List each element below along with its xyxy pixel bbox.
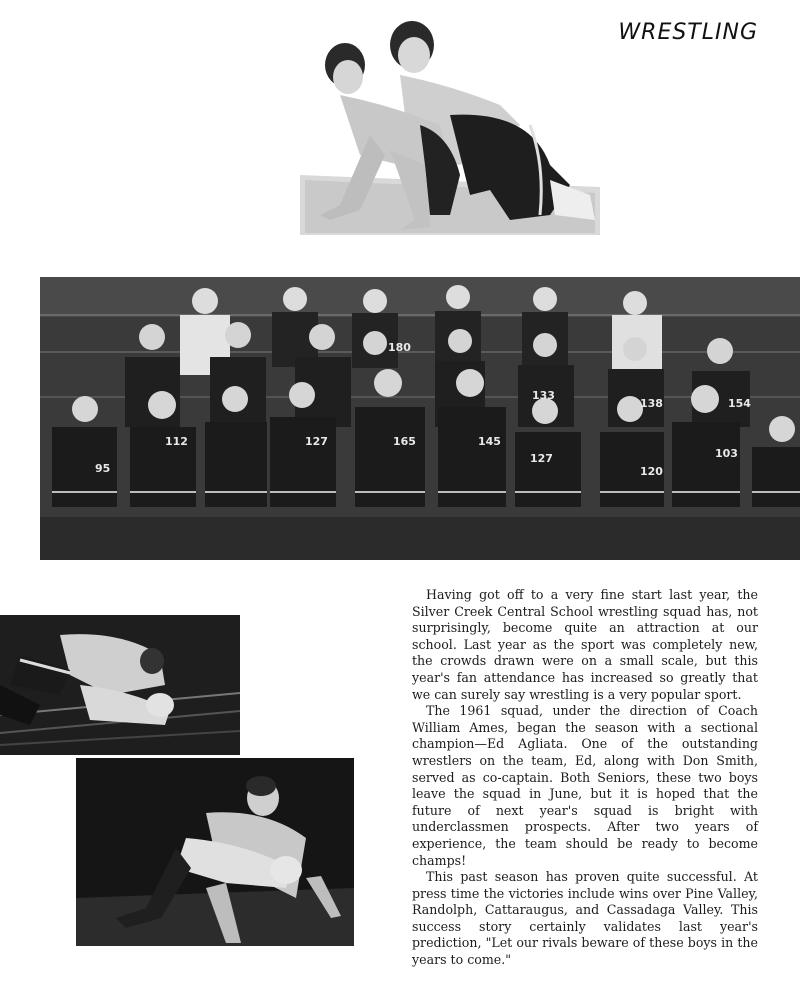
page-title: WRESTLING [618,20,758,45]
team-group-photo [40,277,800,560]
jersey-number: 133 [532,389,555,402]
article-paragraph: The 1961 squad, under the direction of Coach William Ames, began the season with a sectional champion—Ed Agliata. One of the outstanding wrestlers on the team, Ed, along with Don Smith, served as co-captain. Both Seniors, these two boys leave the squad in June, but it is hoped that the future of next year's squad is bright with underclassmen prospects. After two years of experience, the team should be ready to become champs! [412,703,758,868]
article-body [412,587,758,969]
jersey-number: 120 [640,465,663,478]
jersey-number: 180 [388,341,411,354]
jersey-number: 165 [393,435,416,448]
match-action-photo-2 [76,758,354,946]
jersey-number: 145 [478,435,501,448]
article-paragraph: Having got off to a very fine start last year, the Silver Creek Central School wrestling squad has, not surprisingly, become quite an attraction at our school. Last year as the sport was completely new, the crowds drawn were on a small scale, but this year's fan attendance has increased so greatly that we can surely say wrestling is a very popular sport. [412,587,758,702]
jersey-number: 127 [305,435,328,448]
jersey-number: 112 [165,435,188,448]
match-action-photo-1 [0,615,240,755]
jersey-number: 154 [728,397,751,410]
jersey-number: 127 [530,452,553,465]
jersey-number: 138 [640,397,663,410]
wrestlers-pose-photo [300,15,600,235]
article-paragraph: This past season has proven quite successful. At press time the victories include wins over Pine Valley, Randolph, Cattaraugus, and Cassadaga Valley. This success story certainly validates last year's prediction, "Let our rivals beware of these boys in the years to come." [412,869,758,968]
jersey-number: 103 [715,447,738,460]
jersey-number: 95 [95,462,111,475]
